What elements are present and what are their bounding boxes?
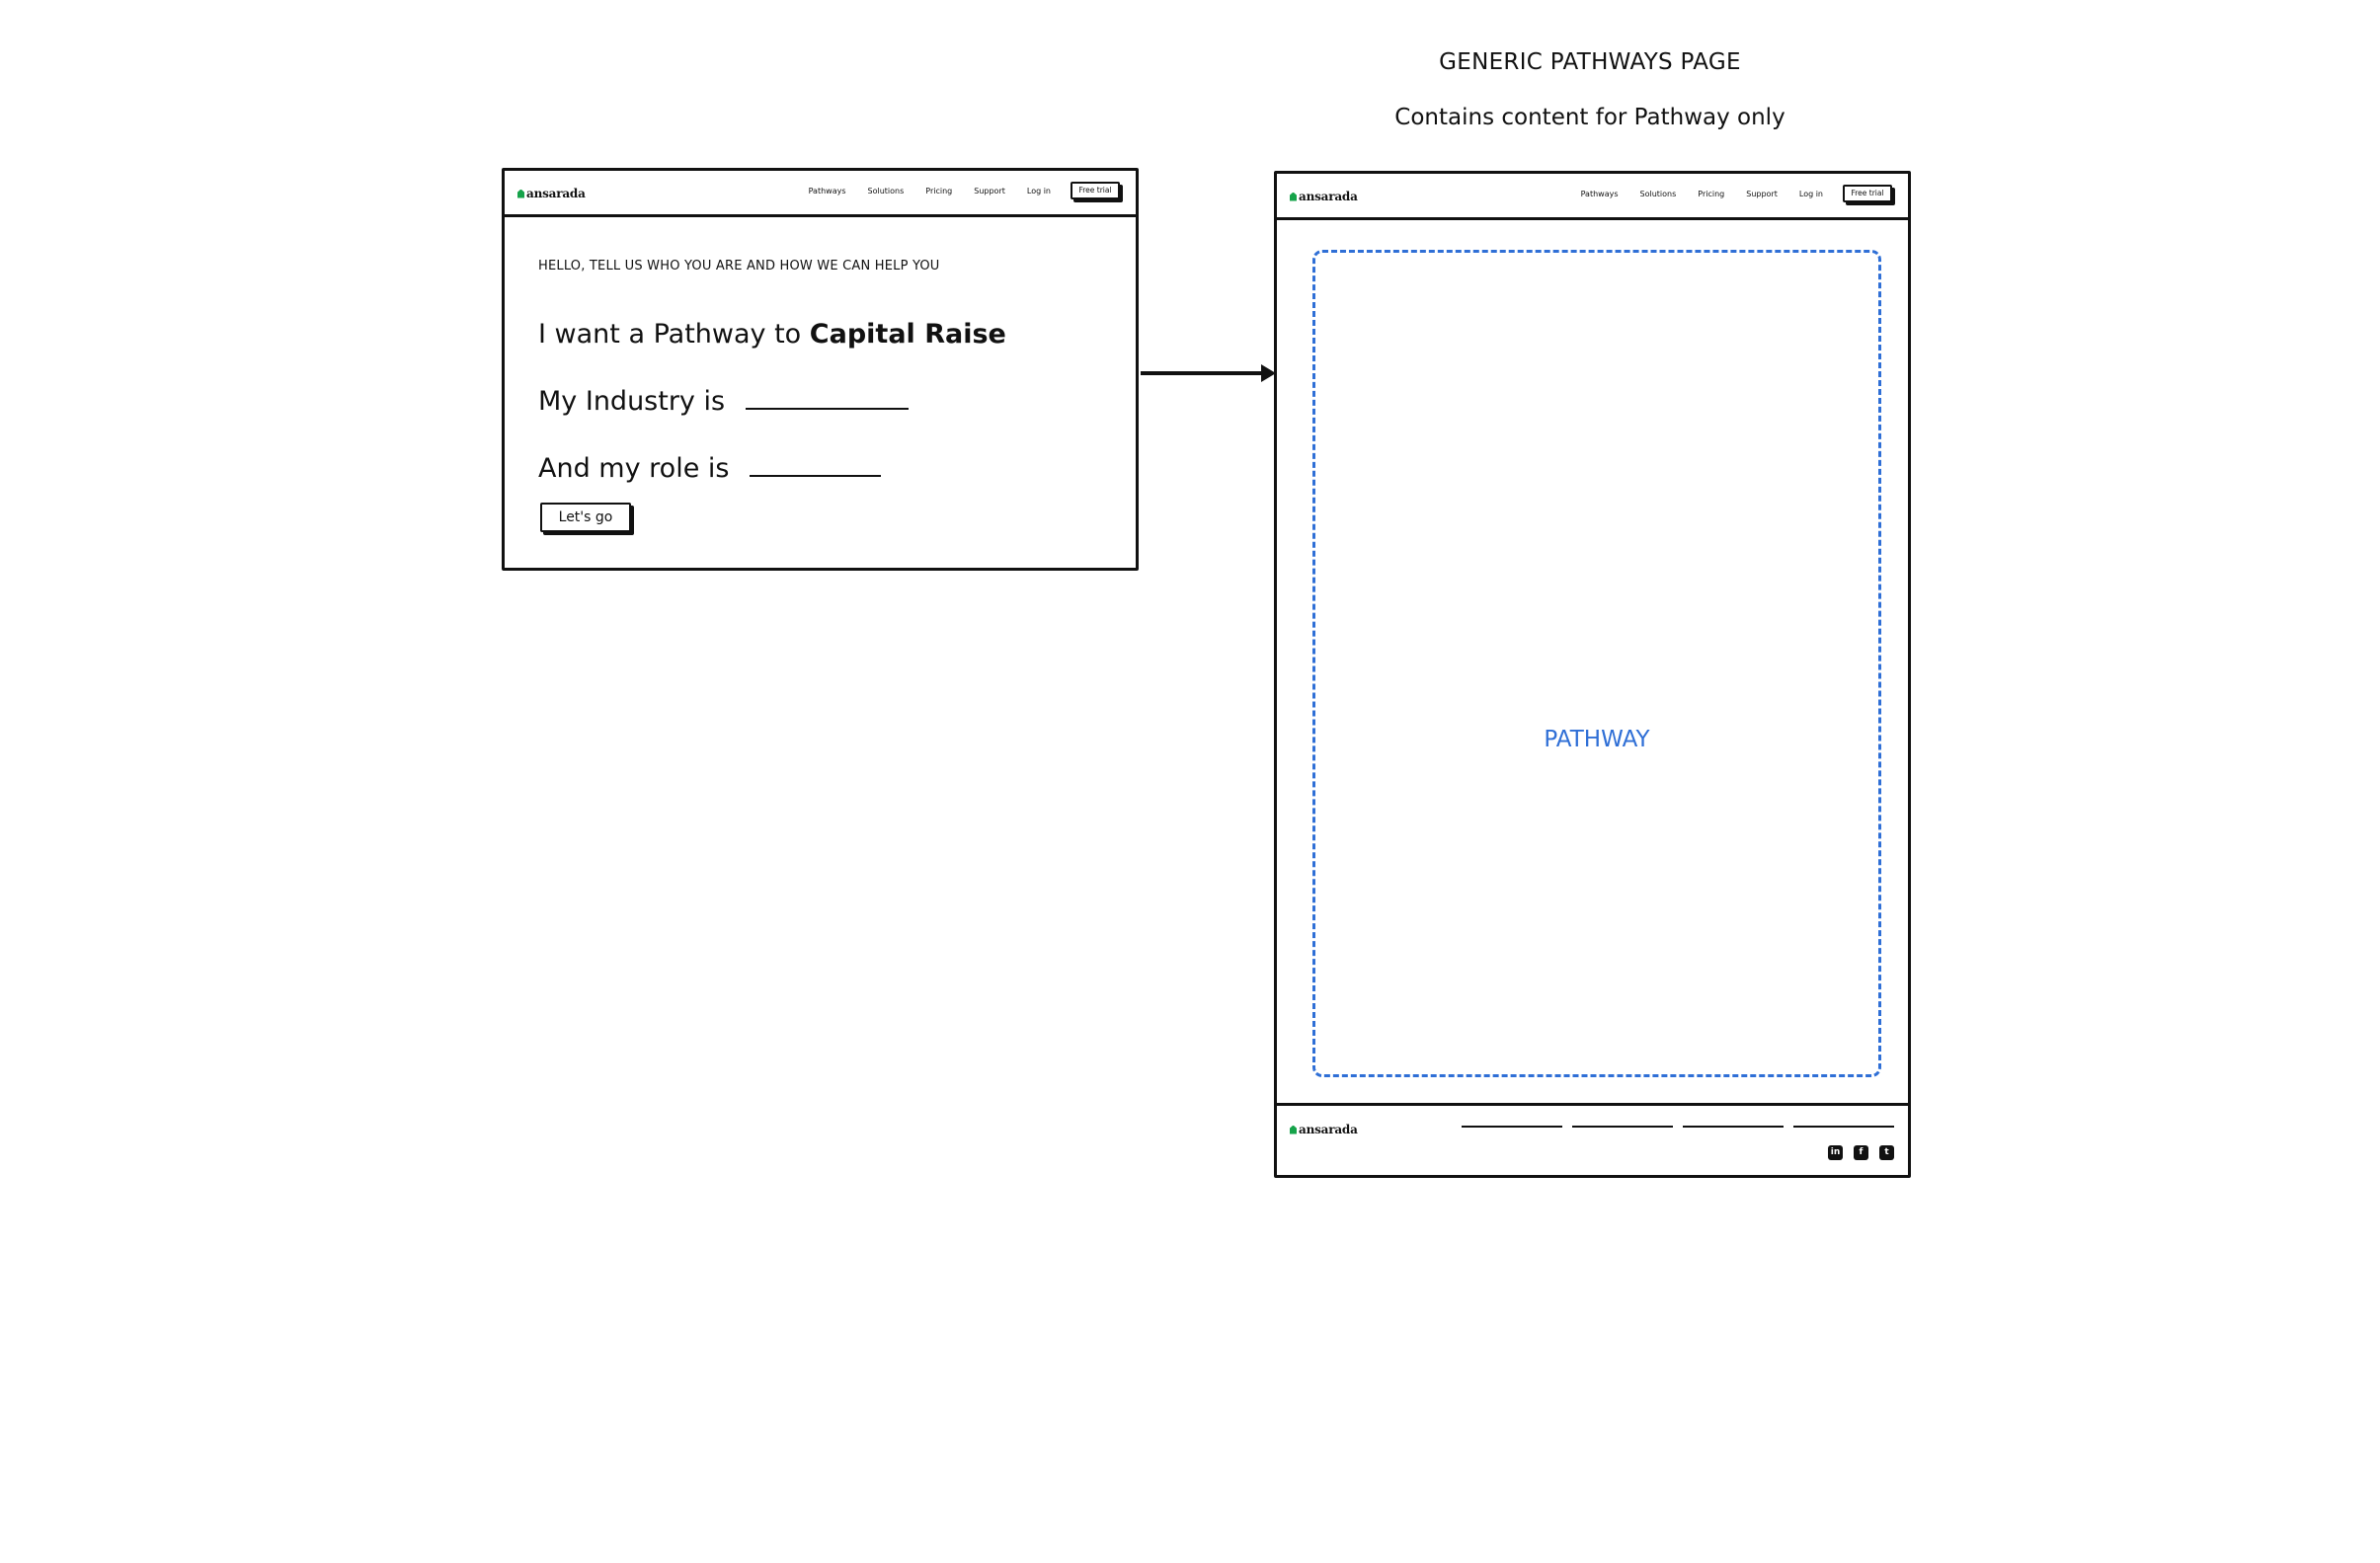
free-trial-button[interactable]: Free trial — [1843, 185, 1892, 202]
linkedin-icon[interactable]: in — [1828, 1145, 1843, 1160]
role-label: And my role is — [538, 453, 730, 484]
navbar — [505, 171, 1136, 217]
nav-links — [787, 187, 1051, 195]
facebook-icon[interactable]: f — [1854, 1145, 1868, 1160]
pathway-label: PATHWAY — [1544, 727, 1650, 752]
page-subheading: Contains content for Pathway only — [1394, 105, 1785, 130]
nav-link-pricing[interactable]: Pricing — [925, 187, 953, 195]
twitter-icon[interactable]: t — [1879, 1145, 1894, 1160]
page-heading: GENERIC PATHWAYS PAGE — [1439, 49, 1741, 75]
pathway-prefix: I want a Pathway to — [538, 319, 802, 350]
nav-link-solutions[interactable]: Solutions — [867, 187, 905, 195]
navbar — [1277, 174, 1908, 220]
nav-link-solutions[interactable]: Solutions — [1639, 190, 1677, 198]
footer-link[interactable] — [1572, 1126, 1673, 1128]
pathway-select[interactable]: Capital Raise — [809, 319, 1006, 350]
nav-link-pricing[interactable]: Pricing — [1698, 190, 1725, 198]
brand-logo-text: ansarada — [526, 187, 586, 200]
footer-link[interactable] — [1683, 1126, 1784, 1128]
form-eyebrow: HELLO, TELL US WHO YOU ARE AND HOW WE CAN HELP YOU — [538, 259, 940, 274]
nav-links — [1559, 190, 1823, 198]
brand-mark-icon — [517, 190, 524, 198]
industry-sentence — [538, 386, 909, 417]
nav-link-support[interactable]: Support — [1746, 190, 1778, 198]
industry-input[interactable] — [746, 394, 909, 410]
role-input[interactable] — [750, 461, 881, 477]
nav-link-pathways[interactable]: Pathways — [808, 187, 846, 195]
brand-logo[interactable] — [1290, 190, 1358, 203]
brand-mark-icon — [1290, 193, 1297, 201]
generic-pathways-page-frame — [1274, 171, 1911, 1178]
nav-link-login[interactable]: Log in — [1026, 187, 1051, 195]
nav-link-support[interactable]: Support — [974, 187, 1005, 195]
brand-logo[interactable] — [517, 187, 586, 200]
footer-link[interactable] — [1793, 1126, 1894, 1128]
nav-link-login[interactable]: Log in — [1798, 190, 1823, 198]
pathway-selector-frame — [502, 168, 1139, 571]
social-links — [1828, 1145, 1894, 1160]
pathway-content-placeholder — [1312, 250, 1881, 1077]
footer — [1277, 1103, 1908, 1175]
footer-logo-text: ansarada — [1299, 1123, 1358, 1136]
brand-mark-icon — [1290, 1126, 1297, 1134]
footer-link[interactable] — [1462, 1126, 1562, 1128]
flow-arrow-line — [1141, 371, 1267, 375]
industry-label: My Industry is — [538, 386, 726, 417]
brand-logo-text: ansarada — [1299, 190, 1358, 203]
footer-logo[interactable] — [1290, 1123, 1358, 1136]
lets-go-button[interactable]: Let's go — [540, 503, 631, 532]
role-sentence — [538, 453, 881, 484]
footer-links — [1462, 1126, 1894, 1128]
pathway-sentence — [538, 319, 1006, 350]
free-trial-button[interactable]: Free trial — [1071, 182, 1120, 199]
nav-link-pathways[interactable]: Pathways — [1580, 190, 1619, 198]
